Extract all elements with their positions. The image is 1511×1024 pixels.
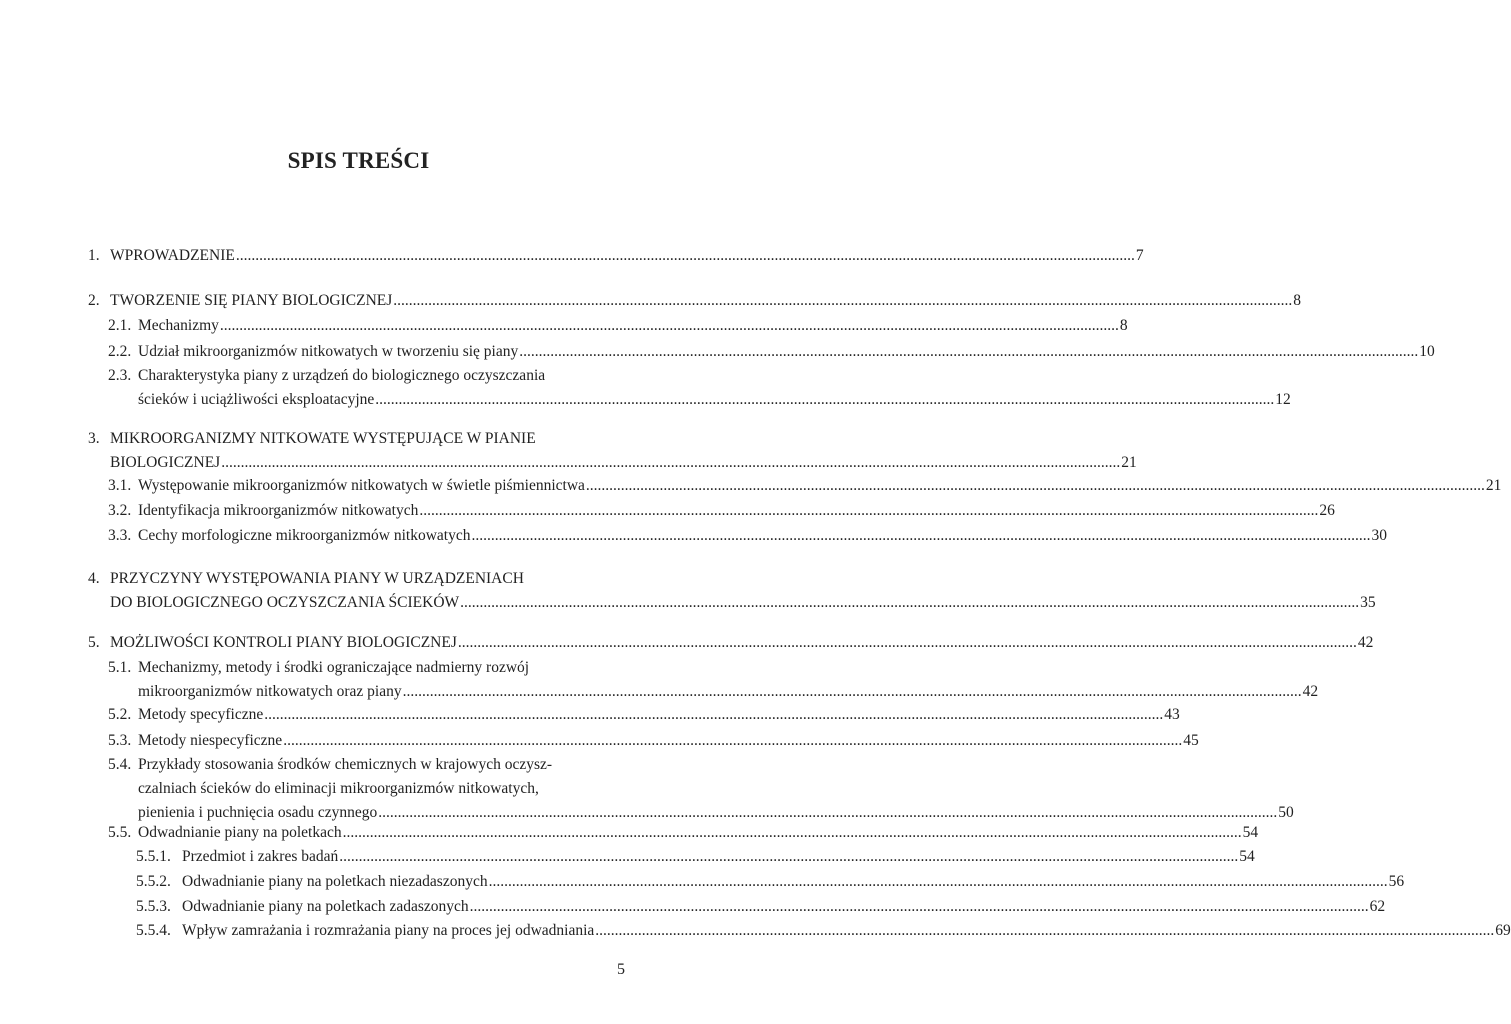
toc-entry-page: 43 (1164, 706, 1180, 723)
toc-entry-title: Przedmiot i zakres badań (182, 848, 339, 865)
toc-entry-title: Mechanizmy, metody i środki ograniczające nadmierny rozwój (138, 659, 530, 676)
toc-leader-dots (586, 474, 1485, 498)
toc-entry-page: 21 (1485, 477, 1502, 494)
toc-entry[interactable] (108, 314, 1128, 338)
toc-leader-dots (343, 821, 1242, 845)
toc-entry-page: 8 (1119, 317, 1128, 334)
toc-entry[interactable] (88, 289, 1302, 313)
toc-entry-page: 50 (1278, 804, 1294, 821)
toc-entry-page: 56 (1388, 873, 1405, 890)
toc-entry[interactable] (88, 244, 1144, 268)
toc-leader-dots (375, 388, 1274, 412)
toc-entry[interactable] (108, 656, 1319, 704)
toc-entry-page: 21 (1121, 454, 1137, 471)
toc-entry-number: 5.4. (108, 756, 132, 773)
toc-entry-title: Odwadnianie piany na poletkach niezadaszonych (182, 873, 488, 890)
toc-entry-page: 10 (1419, 343, 1435, 360)
toc-entry-number: 3. (88, 430, 100, 447)
toc-entry-title: Przykłady stosowania środków chemicznych w krajowych oczysz- (138, 756, 553, 773)
page-number: 5 (617, 961, 625, 978)
toc-entry-title: pienienia i puchnięcia osadu czynnego (138, 804, 378, 821)
toc-entry-number: 2.2. (108, 343, 132, 360)
toc-entry[interactable] (108, 703, 1180, 727)
toc-entry[interactable] (88, 631, 1374, 655)
toc-entry-number: 2.1. (108, 317, 132, 334)
toc-entry-number: 3.2. (108, 502, 132, 519)
toc-leader-dots (471, 524, 1370, 548)
toc-entry[interactable] (88, 567, 1376, 615)
toc-leader-dots (470, 895, 1369, 919)
toc-entry-page: 30 (1371, 527, 1387, 544)
toc-entry-number: 3.3. (108, 527, 132, 544)
toc-leader-dots (264, 703, 1163, 727)
toc-leader-dots (460, 591, 1359, 615)
toc-entry-page: 8 (1293, 292, 1302, 309)
toc-entry-title: Mechanizmy (138, 317, 219, 334)
toc-entry-title: Charakterystyka piany z urządzeń do biologicznego oczyszczania (138, 367, 546, 384)
toc-entry[interactable] (136, 895, 1386, 919)
toc-leader-dots (393, 289, 1292, 313)
toc-leader-dots (403, 680, 1302, 704)
toc-entry[interactable] (108, 729, 1199, 753)
toc-leader-dots (519, 340, 1418, 364)
toc-entry-number: 5.5.4. (136, 922, 171, 939)
toc-entry-title: Wpływ zamrażania i rozmrażania piany na proces jej odwadniania (182, 922, 595, 939)
toc-entry-number: 5. (88, 634, 100, 651)
toc-entry-title: TWORZENIE SIĘ PIANY BIOLOGICZNEJ (110, 292, 393, 309)
toc-leader-dots (339, 845, 1238, 869)
toc-leader-dots (221, 451, 1120, 475)
toc-leader-dots (458, 631, 1357, 655)
toc-entry-page: 26 (1319, 502, 1335, 519)
toc-entry-page: 42 (1302, 683, 1319, 700)
toc-entry-page: 54 (1239, 848, 1255, 865)
toc-entry-title: BIOLOGICZNEJ (110, 454, 221, 471)
toc-entry-title: Odwadnianie piany na poletkach (138, 824, 342, 841)
toc-entry[interactable] (136, 919, 1511, 943)
toc-entry-number: 4. (88, 570, 100, 587)
toc-entry-page: 7 (1135, 247, 1144, 264)
toc-leader-dots (489, 870, 1388, 894)
toc-entry-page: 69 (1495, 922, 1511, 939)
toc-entry-title: ścieków i uciążliwości eksploatacyjne (138, 391, 375, 408)
toc-leader-dots (595, 919, 1494, 943)
toc-entry-title: Identyfikacja mikroorganizmów nitkowatych (138, 502, 419, 519)
toc-entry-page: 54 (1242, 824, 1259, 841)
toc-entry-title: czalniach ścieków do eliminacji mikroorganizmów nitkowatych, (138, 780, 539, 797)
toc-entry-page: 35 (1360, 594, 1376, 611)
toc-entry[interactable] (108, 474, 1502, 498)
toc-entry-title: mikroorganizmów nitkowatych oraz piany (138, 683, 402, 700)
toc-entry-page: 62 (1369, 898, 1386, 915)
toc-entry-number: 5.5. (108, 824, 132, 841)
toc-entry-number: 1. (88, 247, 100, 264)
toc-leader-dots (419, 499, 1318, 523)
toc-leader-dots (283, 729, 1182, 753)
toc-entry-page: 45 (1183, 732, 1199, 749)
toc-entry[interactable] (108, 364, 1291, 412)
toc-leader-dots (236, 244, 1135, 268)
toc-entry[interactable] (108, 821, 1259, 845)
toc-entry-number: 2.3. (108, 367, 132, 384)
toc-entry[interactable] (108, 340, 1435, 364)
toc-entry-title: Występowanie mikroorganizmów nitkowatych w świetle piśmiennictwa (138, 477, 585, 494)
toc-entry-title: PRZYCZYNY WYSTĘPOWANIA PIANY W URZĄDZENIACH (110, 570, 524, 587)
toc-entry-number: 5.5.1. (136, 848, 171, 865)
toc-entry-number: 5.1. (108, 659, 132, 676)
toc-entry-title: Metody niespecyficzne (138, 732, 283, 749)
toc-entry-number: 5.2. (108, 706, 132, 723)
toc-entry[interactable] (108, 499, 1335, 523)
toc-entry-number: 3.1. (108, 477, 132, 494)
toc-leader-dots (220, 314, 1119, 338)
toc-entry-number: 5.5.3. (136, 898, 171, 915)
toc-entry-page: 42 (1357, 634, 1374, 651)
toc-entry[interactable] (136, 845, 1255, 869)
toc-entry-number: 5.5.2. (136, 873, 171, 890)
toc-entry-number: 5.3. (108, 732, 132, 749)
toc-entry-title: MIKROORGANIZMY NITKOWATE WYSTĘPUJĄCE W PIANIE (110, 430, 536, 447)
toc-entry-page: 12 (1275, 391, 1291, 408)
toc-entry[interactable] (108, 524, 1387, 548)
toc-entry[interactable] (136, 870, 1405, 894)
toc-entry-title: DO BIOLOGICZNEGO OCZYSZCZANIA ŚCIEKÓW (110, 594, 460, 611)
toc-entry[interactable] (108, 753, 1294, 825)
toc-entry-title: Cechy morfologiczne mikroorganizmów nitkowatych (138, 527, 471, 544)
page-title: SPIS TREŚCI (287, 148, 430, 173)
toc-entry-title: MOŻLIWOŚCI KONTROLI PIANY BIOLOGICZNEJ (110, 634, 457, 651)
toc-entry-title: Metody specyficzne (138, 706, 264, 723)
toc-entry[interactable] (88, 427, 1137, 475)
toc-entry-number: 2. (88, 292, 100, 309)
toc-entry-title: WPROWADZENIE (110, 247, 235, 264)
toc-entry-title: Odwadnianie piany na poletkach zadaszonych (182, 898, 469, 915)
toc-entry-title: Udział mikroorganizmów nitkowatych w tworzeniu się piany (138, 343, 519, 360)
